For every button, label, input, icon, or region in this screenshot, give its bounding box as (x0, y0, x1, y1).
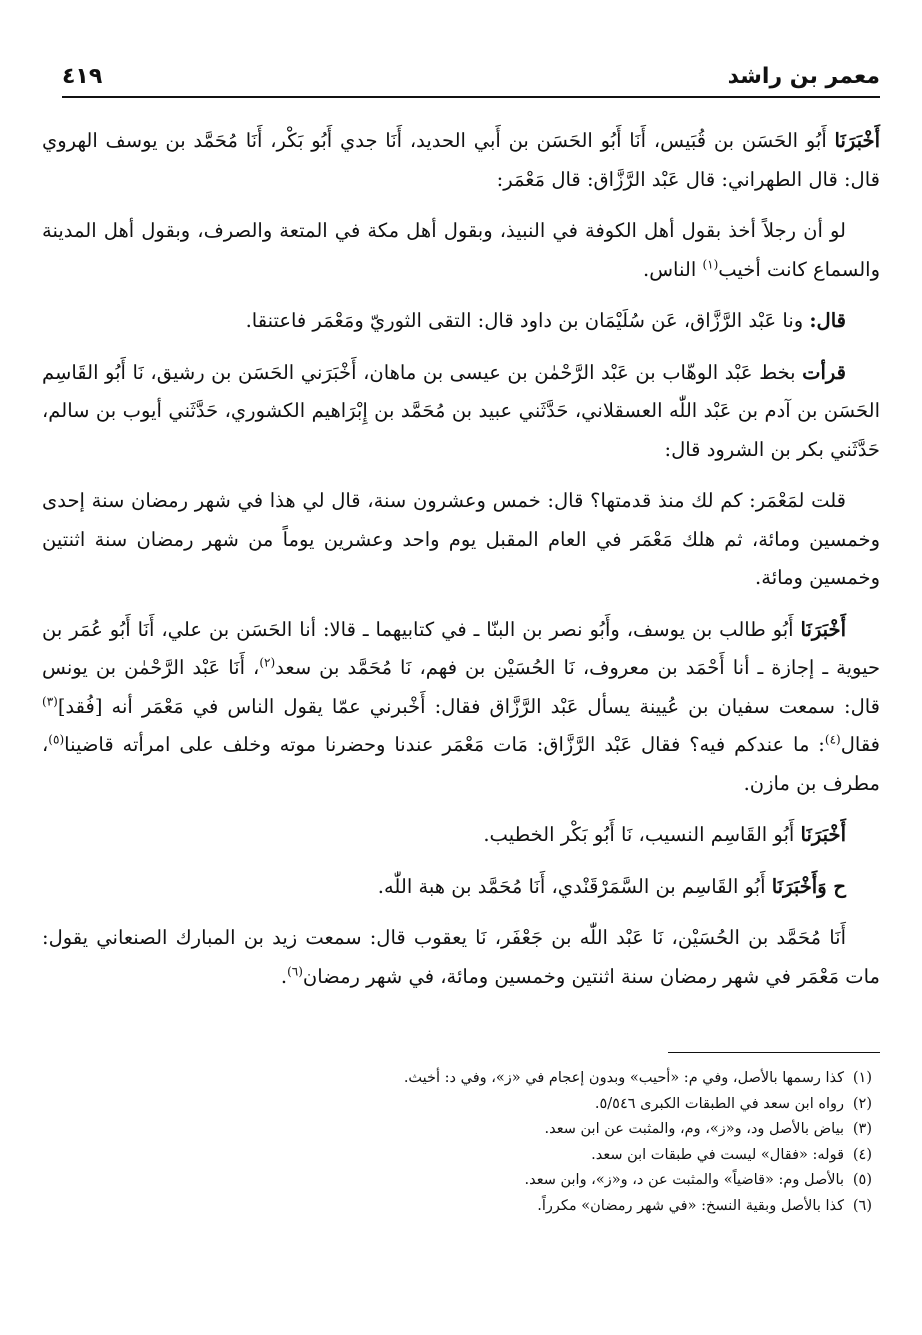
paragraph-text: فقال (840, 733, 880, 756)
paragraph-7 (42, 816, 880, 855)
paragraph-text: أَنَا مُحَمَّد بن الحُسَيْن، نَا عَبْد اللّٰه بن جَعْفَر، نَا يعقوب قال: سمعت زيد بن المبارك الصنعاني يقول: مات مَعْمَر في شهر رمضان سنة اثنتين وخمسين ومائة، في شهر رمضان (42, 926, 880, 988)
paragraph-text: أَبُو القَاسِم النسيب، نَا أَبُو بَكْر الخطيب. (483, 823, 801, 846)
footnote-number: (١) (852, 1070, 872, 1086)
footnote-number: (٦) (852, 1197, 872, 1214)
footnote-text: كذا بالأصل وبقية النسخ: «في شهر رمضان» مكرراً. (537, 1197, 844, 1214)
footnote-item (62, 1066, 872, 1092)
paragraph-lead: أَخْبَرَنَا (834, 129, 880, 152)
paragraph-lead: قال: (809, 309, 846, 332)
paragraph-text: قلت لمَعْمَر: كم لك منذ قدمتها؟ قال: خمس وعشرون سنة، قال لي هذا في شهر رمضان سنة إحدى وخمسين ومائة، ثم هلك مَعْمَر في العام المقبل يوم واحد وعشرين يوماً من شهر رمضان سنة اثنتين وخمسين ومائة. (42, 489, 880, 589)
footnote-item (62, 1117, 872, 1143)
page-header (62, 60, 880, 98)
footnote-text: كذا رسمها بالأصل، وفي م: «أحيب» وبدون إعجام في «ز»، وفي د: أخيث. (403, 1070, 844, 1086)
paragraph-lead: قرأت (802, 360, 846, 384)
paragraph-lead: أَخْبَرَنَا (800, 617, 846, 641)
paragraph-lead: ح وَأَخْبَرَنَا (771, 874, 846, 898)
footnote-item (62, 1092, 872, 1118)
paragraph-text: ، مطرف بن مازن. (42, 733, 880, 795)
paragraph-text: : ما عندكم فيه؟ فقال عَبْد الرَّزَّاق: مَات مَعْمَر عندنا وحضرنا موته وخلف على امرأته قاضينا (64, 733, 825, 756)
paragraph-text: لو أن رجلاً أخذ بقول أهل الكوفة في النبيذ، وبقول أهل مكة في المتعة والصرف، وبقول أهل المدينة والسماع كانت أخيب (42, 219, 880, 281)
footnote-item (62, 1143, 872, 1169)
footnote-text: بالأصل وم: «قاضياً» والمثبت عن د، و«ز»، وابن سعد. (524, 1172, 844, 1188)
paragraph-text: أَبُو طالب بن يوسف، وأَبُو نصر بن البنّا ـ في كتابيهما ـ قالا: أنا الحَسَن بن علي، أَنَا أَبُو عُمَر بن حيوية ـ إجازة ـ أنا أَحْمَد بن معروف، نَا الحُسَيْن بن فهم، نَا مُحَمَّد بن سعد (42, 617, 881, 679)
paragraph-2 (42, 212, 880, 289)
main-text (42, 122, 880, 1009)
paragraph-text: الناس. (643, 257, 703, 281)
paragraph-1 (42, 122, 880, 199)
footnote-ref: (٣) (42, 694, 58, 708)
running-title: معمر بن راشد (727, 64, 880, 89)
footnote-number: (٣) (852, 1121, 872, 1137)
footnote-ref: (١) (702, 257, 719, 271)
footnote-number: (٤) (852, 1146, 872, 1163)
paragraph-4 (42, 354, 880, 470)
footnote-ref: (٤) (824, 732, 841, 747)
footnote-number: (٥) (852, 1172, 872, 1188)
page-number: ٤١٩ (62, 64, 103, 89)
footnote-item (62, 1194, 872, 1220)
footnote-text: قوله: «فقال» ليست في طبقات ابن سعد. (591, 1146, 844, 1163)
paragraph-text: أَبُو الحَسَن بن قُبَيس، أَنَا أَبُو الحَسَن بن أَبي الحديد، أَنَا جدي أَبُو بَكْر، أَنَا مُحَمَّد بن يوسف الهروي قال: قال الطهراني: قال عَبْد الرَّزَّاق: قال مَعْمَر: (42, 129, 880, 191)
paragraph-lead: أَخْبَرَنَا (800, 823, 846, 846)
paragraph-9 (42, 919, 880, 996)
paragraph-5 (42, 482, 880, 598)
paragraph-text: ، أَنَا عَبْد الرَّحْمٰن بن يونس قال: سمعت سفيان بن عُيينة يسأل عَبْد الرَّزَّاق فقال: أَخْبرني عمّا يقول الناس في مَعْمَر أنه [فُقد] (42, 656, 880, 718)
footnotes-list (62, 1066, 872, 1219)
paragraph-8 (42, 868, 880, 907)
paragraph-text: أَبُو القَاسِم بن السَّمَرْقَنْدي، أَنَا مُحَمَّد بن هبة اللّٰه. (377, 874, 772, 898)
footnote-item (62, 1168, 872, 1194)
footnote-text: بياض بالأصل ود، و«ز»، وم، والمثبت عن ابن سعد. (544, 1121, 844, 1137)
paragraph-3 (42, 302, 880, 341)
paragraph-text: ونا عَبْد الرَّزَّاق، عَن سُلَيْمَان بن داود قال: التقى الثوريّ ومَعْمَر فاعتنقا. (245, 309, 810, 332)
footnote-ref: (٦) (287, 964, 303, 978)
paragraph-text: . (280, 964, 288, 988)
footnote-divider (668, 1052, 880, 1053)
paragraph-6 (42, 611, 880, 804)
footnote-number: (٢) (852, 1095, 872, 1112)
paragraph-text: بخط عَبْد الوهّاب بن عَبْد الرَّحْمٰن بن عيسى بن ماهان، أَخْبَرَني الحَسَن بن رشيق، نَا أَبُو القَاسِم الحَسَن بن آدم بن عَبْد اللّٰه العسقلاني، حَدَّثَني عبيد بن مُحَمَّد بن إِبْرَاهيم الكشوري، حَدَّثَني أيوب بن سالم، حَدَّثَني بكر بن الشرود قال: (42, 360, 880, 461)
footnote-ref: (٥) (48, 732, 65, 747)
footnote-text: رواه ابن سعد في الطبقات الكبرى ٥/٥٤٦. (594, 1095, 844, 1112)
footnote-ref: (٢) (259, 655, 276, 670)
